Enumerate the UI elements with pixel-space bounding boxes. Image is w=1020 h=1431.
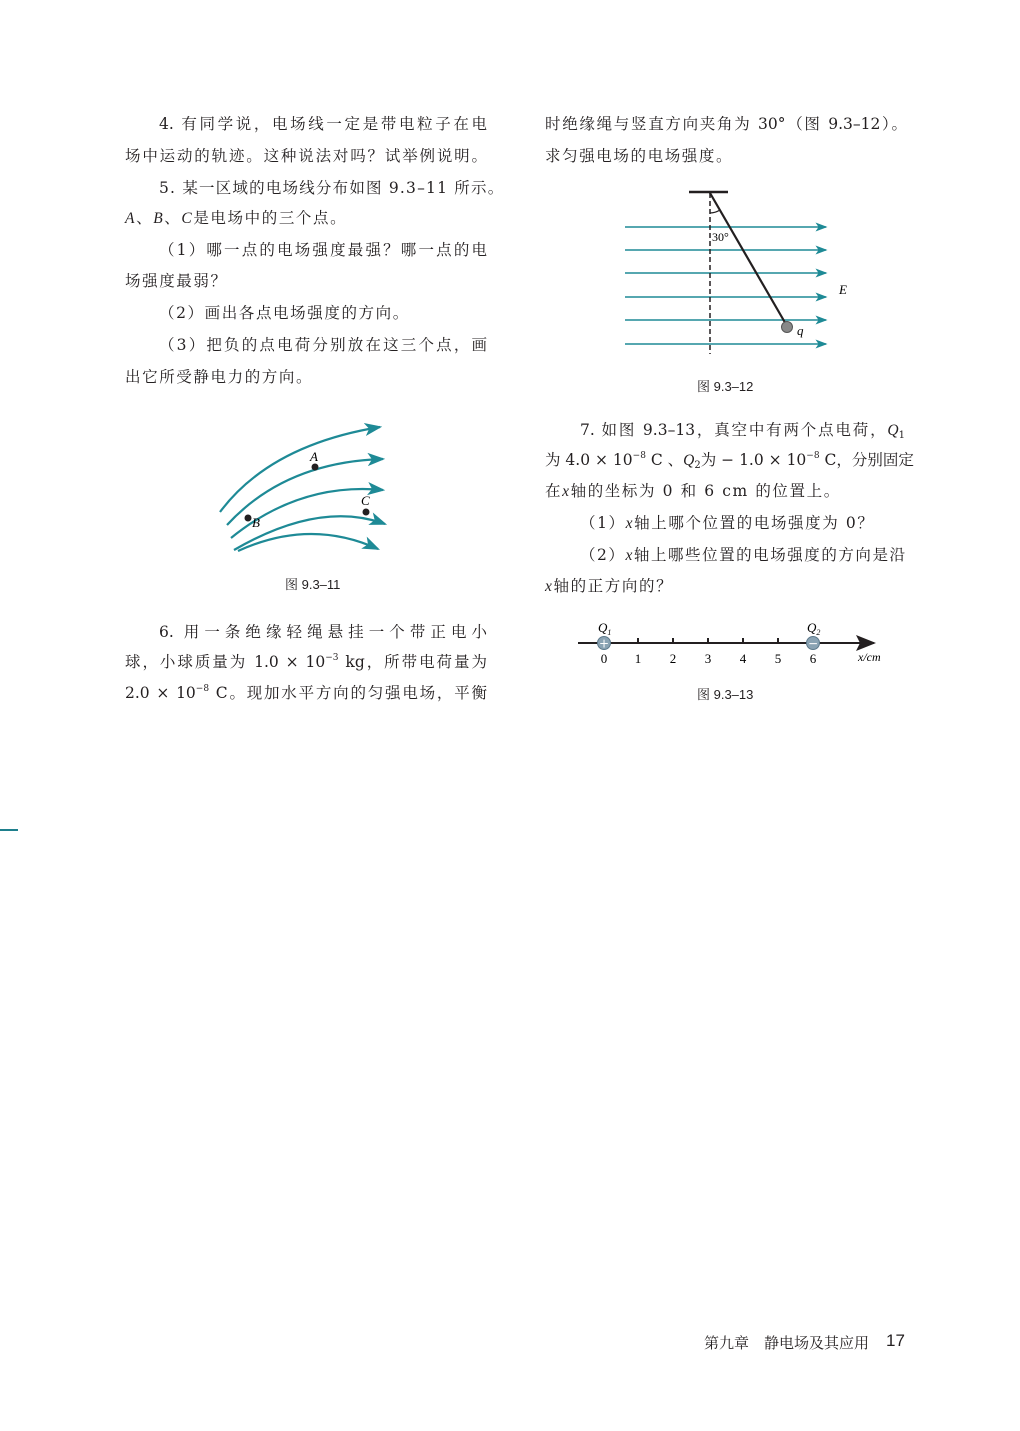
angle-arc — [710, 210, 720, 213]
q6-line3 — [125, 683, 487, 703]
figure-caption-9-3-13: 图 9.3–13 — [697, 687, 754, 702]
exp: −8 — [632, 451, 646, 461]
point-c: C — [181, 210, 194, 227]
t: 2.0 × 10 — [125, 684, 196, 702]
q2: Q — [683, 452, 695, 469]
q4-line2: 场中运动的轨迹。这种说法对吗？试举例说明。 — [125, 147, 487, 165]
label-a: A — [310, 449, 318, 464]
q7-sub2-line2 — [545, 576, 673, 597]
q7-sub1 — [580, 513, 874, 534]
t: 球，小球质量为 1.0 × 10 — [125, 653, 326, 671]
exp: −3 — [325, 653, 339, 663]
t: C 、 — [645, 451, 684, 469]
q2-label — [807, 620, 820, 637]
charge-label: q — [797, 323, 804, 338]
sub: 1 — [898, 430, 905, 441]
sep: 、 — [164, 209, 182, 227]
t: kg，所带电荷量为 — [338, 653, 487, 671]
q5-sub1-line1: （1）哪一点的电场强度最强？哪一点的电 — [159, 241, 487, 259]
x: x — [625, 547, 633, 564]
figure-caption-9-3-12: 图 9.3–12 — [697, 379, 754, 394]
q1-letter: Q — [598, 620, 608, 635]
axis-label: x/cm — [858, 650, 881, 664]
plus-sign: + — [598, 636, 610, 651]
q7-line1 — [580, 420, 905, 441]
point-a: A — [125, 210, 137, 227]
angle-label: 30° — [712, 230, 729, 244]
q1: Q — [887, 422, 899, 439]
footer-chapter: 第九章 静电场及其应用 — [704, 1335, 870, 1352]
x: x — [562, 483, 571, 500]
margin-mark — [0, 829, 18, 831]
q1-label — [598, 620, 611, 637]
t: 轴上哪个位置的电场强度为 0？ — [634, 514, 875, 532]
page-number: 17 — [886, 1331, 905, 1350]
x: x — [545, 578, 554, 595]
uniform-field-lines — [625, 227, 826, 344]
q7-sub2 — [580, 545, 905, 566]
q7-line3 — [545, 481, 841, 502]
tick-1: 1 — [634, 651, 642, 666]
tick-3: 3 — [704, 651, 712, 666]
t: C，分别固定 — [819, 451, 914, 469]
t: 7. 如图 9.3–13，真空中有两个点电荷， — [580, 421, 888, 439]
t: （2） — [580, 546, 626, 564]
field-lines — [220, 427, 385, 551]
q5-sub2: （2）画出各点电场强度的方向。 — [159, 304, 410, 322]
point-a-dot — [312, 464, 319, 471]
q6-cont-line2: 求匀强电场的电场强度。 — [545, 147, 734, 165]
label-c: C — [361, 493, 370, 508]
ball-icon — [782, 322, 793, 333]
x: x — [625, 515, 635, 532]
t: 轴上哪些位置的电场强度的方向是沿 — [632, 546, 905, 564]
sep: 、 — [136, 209, 154, 227]
minus-sign: − — [807, 636, 819, 651]
point-b: B — [153, 210, 165, 227]
tick-6: 6 — [809, 651, 817, 666]
exp: −8 — [195, 684, 210, 694]
exp: −8 — [806, 451, 820, 461]
t: C。现加水平方向的匀强电场，平衡 — [209, 684, 487, 702]
text: 是电场中的三个点。 — [193, 209, 348, 227]
point-c-dot — [363, 509, 370, 516]
point-b-dot — [245, 515, 252, 522]
tick-4: 4 — [739, 651, 747, 666]
q6-line1: 6. 用一条绝缘轻绳悬挂一个带正电小 — [159, 623, 487, 641]
figure-caption-9-3-11: 图 9.3–11 — [285, 577, 341, 592]
t: 轴的正方向的？ — [553, 577, 674, 595]
q6-cont-line1: 时绝缘绳与竖直方向夹角为 30°（图 9.3–12）。 — [545, 115, 907, 133]
q5-line1: 5. 某一区域的电场线分布如图 9.3–11 所示。 — [159, 179, 505, 197]
sub: 2 — [694, 460, 701, 471]
q7-line2 — [545, 450, 914, 471]
t: 为 − 1.0 × 10 — [700, 451, 807, 469]
t: 为 4.0 × 10 — [545, 451, 633, 469]
q5-sub1-line2: 场强度最弱？ — [125, 272, 228, 290]
q1-sub: 1 — [607, 628, 612, 637]
q4-line1: 4. 有同学说，电场线一定是带电粒子在电 — [159, 115, 487, 133]
label-b: B — [252, 515, 260, 530]
string — [710, 193, 787, 326]
t: 在 — [545, 482, 563, 500]
field-label: E — [839, 282, 847, 297]
q5-sub3-line2: 出它所受静电力的方向。 — [125, 368, 314, 386]
q5-sub3-line1: （3）把负的点电荷分别放在这三个点，画 — [159, 336, 487, 354]
t: （1） — [580, 514, 626, 532]
t: 轴的坐标为 0 和 6 cm 的位置上。 — [570, 482, 841, 500]
q2-letter: Q — [807, 620, 817, 635]
tick-2: 2 — [669, 651, 677, 666]
q2-sub: 2 — [816, 628, 821, 637]
tick-5: 5 — [774, 651, 782, 666]
tick-0: 0 — [600, 651, 608, 666]
q6-line2 — [125, 652, 487, 672]
